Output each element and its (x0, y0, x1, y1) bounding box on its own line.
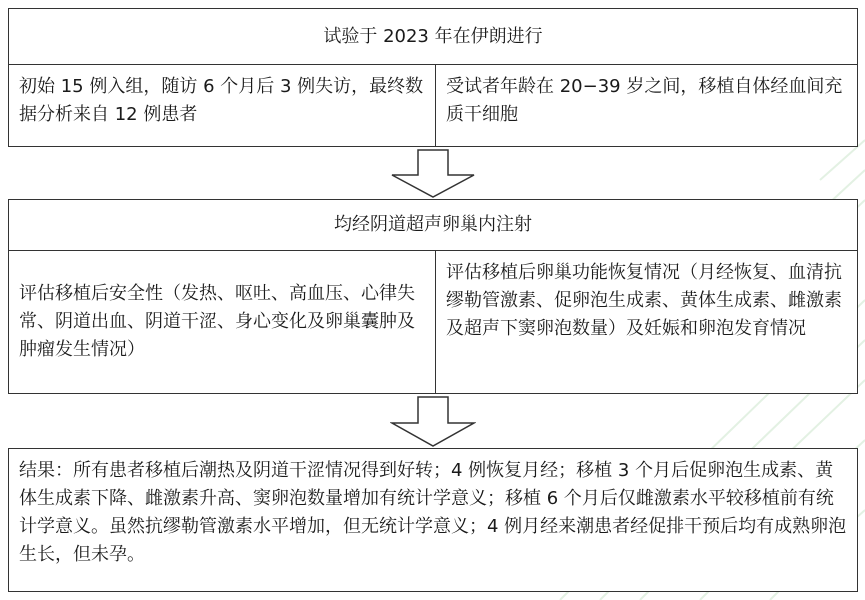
function-assessment-text: 评估移植后卵巢功能恢复情况（月经恢复、血清抗缪勒管激素、促卵泡生成素、黄体生成素、雌激素及超声下窦卵泡数量）及妊娠和卵泡发育情况 (435, 251, 857, 393)
trial-info-box (8, 8, 858, 147)
injection-box (8, 199, 858, 394)
down-arrow-icon (390, 396, 476, 448)
trial-info-details (9, 65, 857, 146)
subjects-text: 受试者年龄在 20−39 岁之间，移植自体经血间充质干细胞 (435, 65, 857, 146)
results-text: 结果：所有患者移植后潮热及阴道干涩情况得到好转；4 例恢复月经；移植 3 个月后促卵泡生成素、黄体生成素下降、雌激素升高、窦卵泡数量增加有统计学意义；移植 6 个月后仅雌激素水平较移植前有统计学意义。虽然抗缪勒管激素水平增加，但无统计学意义；4 例月经来潮患者经促排干预后均有成熟卵泡生长，但未孕。 (19, 460, 847, 565)
trial-info-title: 试验于 2023 年在伊朗进行 (323, 25, 543, 47)
assessment-details (9, 251, 857, 393)
down-arrow-icon (390, 149, 476, 199)
results-box (8, 448, 858, 592)
safety-assessment-text: 评估移植后安全性（发热、呕吐、高血压、心律失常、阴道出血、阴道干涩、身心变化及卵巢囊肿及肿瘤发生情况） (19, 283, 415, 360)
enrollment-text: 初始 15 例入组，随访 6 个月后 3 例失访，最终数据分析来自 12 例患者 (19, 76, 424, 125)
injection-title: 均经阴道超声卵巢内注射 (334, 214, 532, 235)
